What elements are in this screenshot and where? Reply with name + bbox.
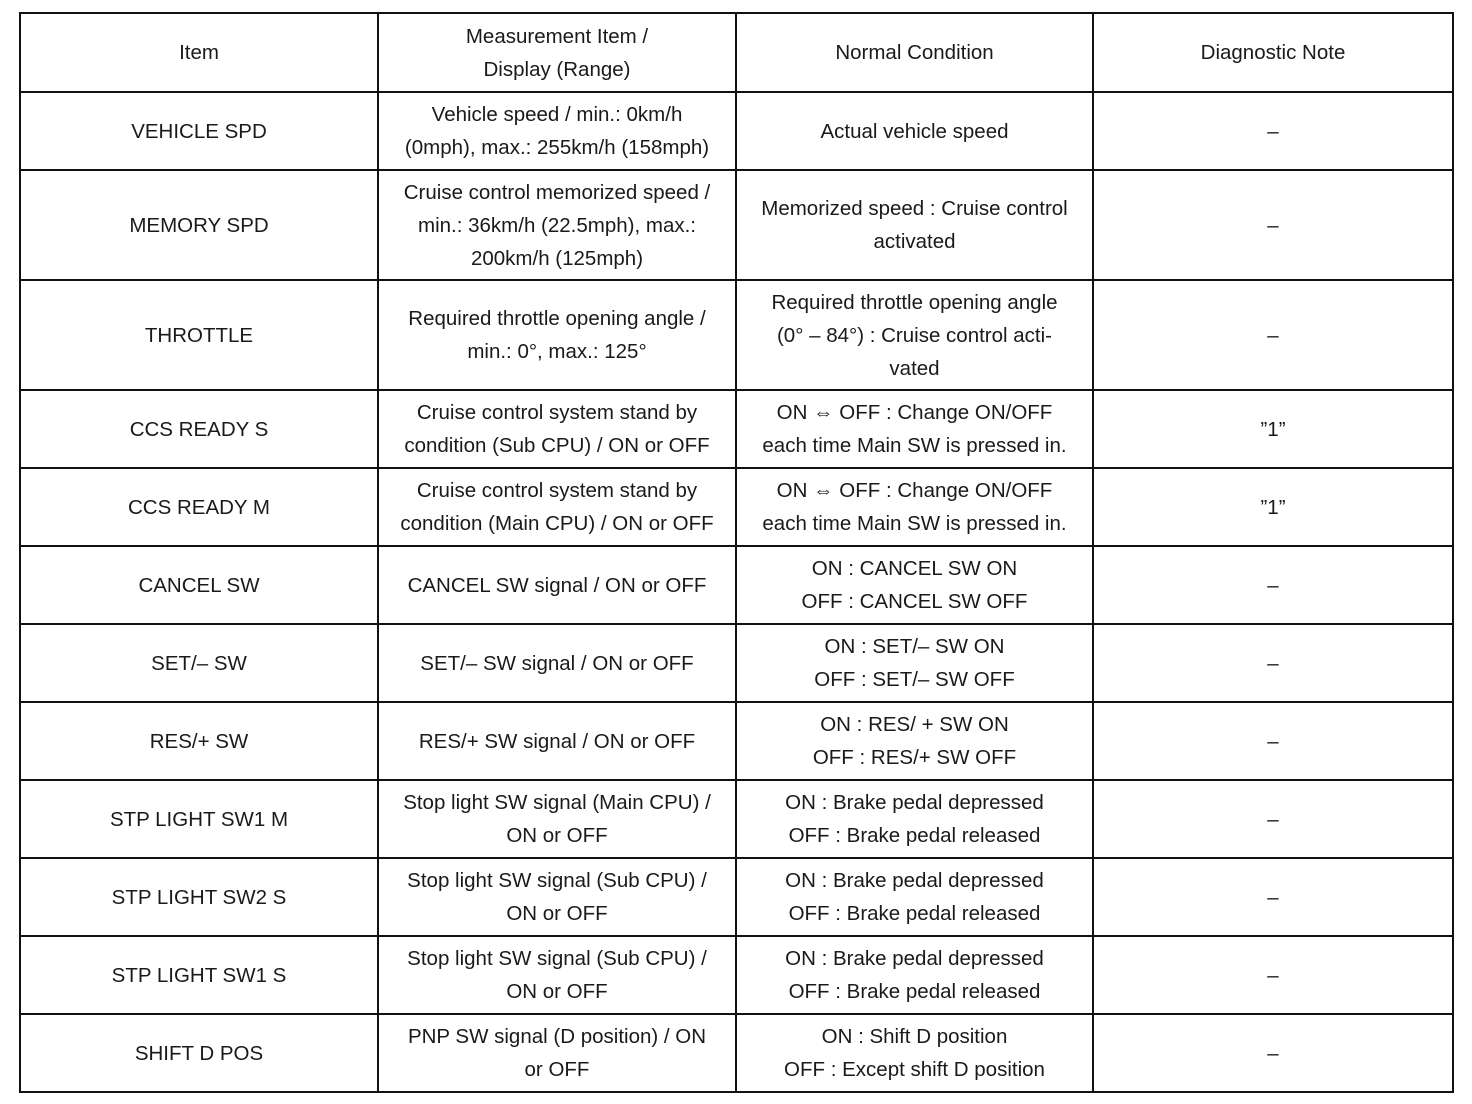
table-row [20,546,1453,624]
cell-measurement: Stop light SW signal (Sub CPU) / ON or OFF [378,858,736,936]
cell-item: STP LIGHT SW1 S [20,936,378,1014]
cell-item: CANCEL SW [20,546,378,624]
table-row [20,1014,1453,1092]
cell-diagnostic-note: ”1” [1093,390,1453,468]
cell-measurement: CANCEL SW signal / ON or OFF [378,546,736,624]
cell-diagnostic-note: – [1093,92,1453,170]
table-row [20,858,1453,936]
cell-measurement: Stop light SW signal (Sub CPU) / ON or OFF [378,936,736,1014]
cell-item: MEMORY SPD [20,170,378,280]
cell-normal-condition: Memorized speed : Cruise control activated [736,170,1093,280]
table-row [20,170,1453,280]
cell-diagnostic-note: – [1093,280,1453,390]
cell-diagnostic-note: – [1093,858,1453,936]
cell-diagnostic-note: – [1093,624,1453,702]
table-row [20,780,1453,858]
cell-diagnostic-note: – [1093,780,1453,858]
cell-item: VEHICLE SPD [20,92,378,170]
table-row [20,280,1453,390]
header-normal-condition: Normal Condition [736,13,1093,92]
cell-diagnostic-note: – [1093,170,1453,280]
cell-measurement: PNP SW signal (D position) / ON or OFF [378,1014,736,1092]
header-item: Item [20,13,378,92]
table-row [20,624,1453,702]
header-measurement: Measurement Item / Display (Range) [378,13,736,92]
cell-measurement: Vehicle speed / min.: 0km/h (0mph), max.: 255km/h (158mph) [378,92,736,170]
table-row [20,702,1453,780]
cell-normal-condition: ON : SET/– SW ON OFF : SET/– SW OFF [736,624,1093,702]
table-row [20,390,1453,468]
cell-diagnostic-note: – [1093,702,1453,780]
cell-diagnostic-note: – [1093,1014,1453,1092]
diagnostic-data-table [19,12,1454,1093]
cell-item: STP LIGHT SW2 S [20,858,378,936]
cell-item: THROTTLE [20,280,378,390]
cell-normal-condition: ON ⇔ OFF : Change ON/OFF each time Main SW is pressed in. [736,390,1093,468]
cell-normal-condition: ON : Brake pedal depressed OFF : Brake pedal released [736,780,1093,858]
cell-diagnostic-note: – [1093,936,1453,1014]
cell-item: SHIFT D POS [20,1014,378,1092]
table-row [20,468,1453,546]
cell-measurement: SET/– SW signal / ON or OFF [378,624,736,702]
cell-measurement: Stop light SW signal (Main CPU) / ON or OFF [378,780,736,858]
cell-normal-condition: ON : Brake pedal depressed OFF : Brake pedal released [736,936,1093,1014]
cell-item: SET/– SW [20,624,378,702]
cell-normal-condition: Required throttle opening angle (0° – 84°) : Cruise control acti- vated [736,280,1093,390]
cell-measurement: Cruise control system stand by condition (Main CPU) / ON or OFF [378,468,736,546]
cell-normal-condition: Actual vehicle speed [736,92,1093,170]
table-header-row [20,13,1453,92]
cell-item: RES/+ SW [20,702,378,780]
table-row [20,92,1453,170]
cell-measurement: Cruise control system stand by condition (Sub CPU) / ON or OFF [378,390,736,468]
cell-measurement: Required throttle opening angle / min.: 0°, max.: 125° [378,280,736,390]
table-row [20,936,1453,1014]
cell-measurement: Cruise control memorized speed / min.: 36km/h (22.5mph), max.: 200km/h (125mph) [378,170,736,280]
cell-item: CCS READY S [20,390,378,468]
cell-normal-condition: ON ⇔ OFF : Change ON/OFF each time Main SW is pressed in. [736,468,1093,546]
cell-measurement: RES/+ SW signal / ON or OFF [378,702,736,780]
cell-normal-condition: ON : RES/ + SW ON OFF : RES/+ SW OFF [736,702,1093,780]
header-diagnostic-note: Diagnostic Note [1093,13,1453,92]
cell-item: CCS READY M [20,468,378,546]
cell-diagnostic-note: ”1” [1093,468,1453,546]
cell-diagnostic-note: – [1093,546,1453,624]
cell-item: STP LIGHT SW1 M [20,780,378,858]
cell-normal-condition: ON : CANCEL SW ON OFF : CANCEL SW OFF [736,546,1093,624]
cell-normal-condition: ON : Brake pedal depressed OFF : Brake pedal released [736,858,1093,936]
cell-normal-condition: ON : Shift D position OFF : Except shift D position [736,1014,1093,1092]
